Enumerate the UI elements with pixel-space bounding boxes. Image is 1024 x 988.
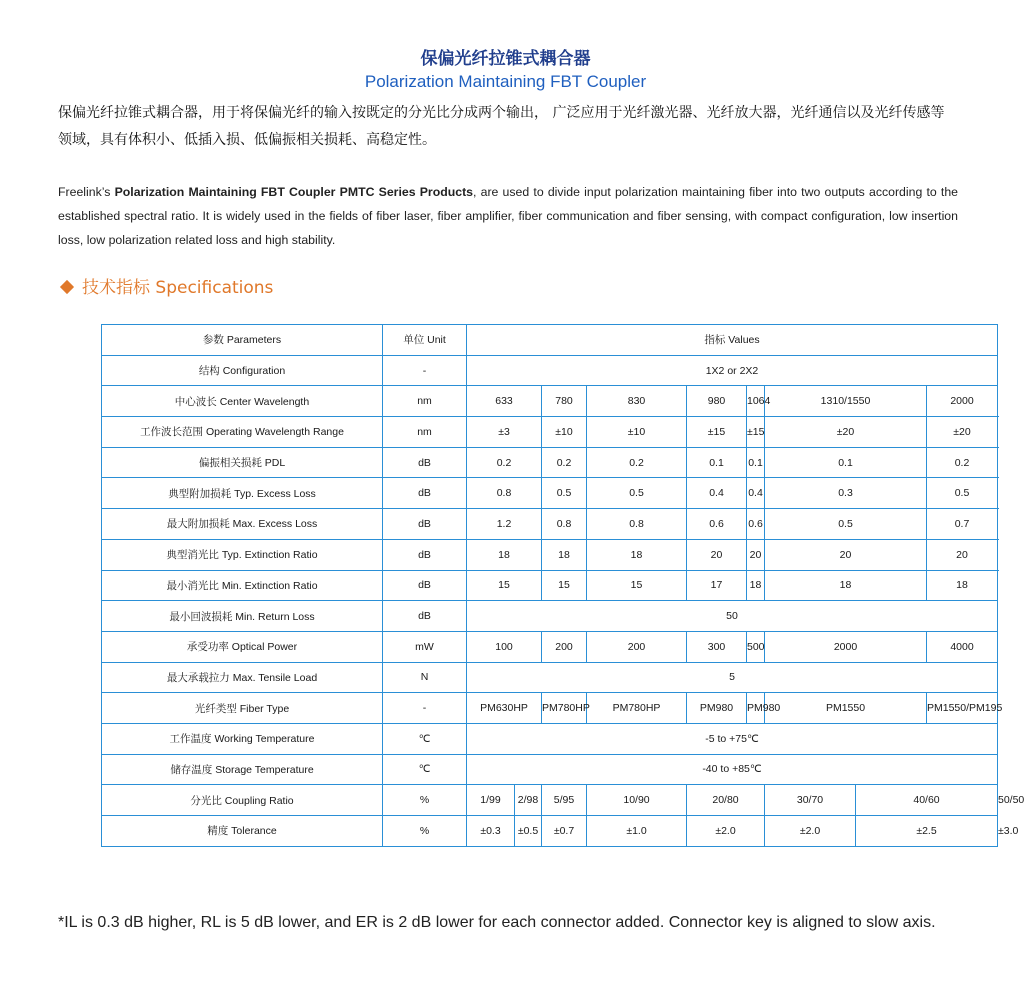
intro-en-product: Polarization Maintaining FBT Coupler PMTC Series Products <box>114 185 474 199</box>
value-cell: -5 to +75℃ <box>467 723 998 754</box>
value-cell: 633 <box>467 386 542 417</box>
diamond-bullet-icon <box>60 280 74 294</box>
value-cell: ±10 <box>587 417 687 448</box>
value-cell: 2/98 <box>515 785 542 816</box>
unit-cell: - <box>383 355 467 386</box>
table-row-typ-extinction <box>102 539 998 570</box>
unit-cell: dB <box>383 539 467 570</box>
value-cell: 0.4 <box>747 478 765 509</box>
value-cell: ±15 <box>687 417 747 448</box>
param-cell: 精度 Tolerance <box>102 816 383 847</box>
table-row-coupling-ratio: 分光比 Coupling Ratio % 1/99 2/98 5/95 10/90 20/80 30/70 40/60 50/50 <box>102 785 998 816</box>
value-cell: 18 <box>467 539 542 570</box>
value-cell: 20 <box>687 539 747 570</box>
column-header-values: 指标 Values <box>467 325 998 356</box>
page-title-en: Polarization Maintaining FBT Coupler <box>364 72 647 91</box>
value-cell: 18 <box>747 570 765 601</box>
value-cell: 15 <box>542 570 587 601</box>
table-row-max-excess-loss <box>102 509 998 540</box>
value-cell: ±2.5 <box>856 816 998 847</box>
value-cell: 300 <box>687 631 747 662</box>
value-cell: 0.2 <box>542 447 587 478</box>
value-cell: ±0.5 <box>515 816 542 847</box>
table-row-min-extinction <box>102 570 998 601</box>
param-cell: 工作温度 Working Temperature <box>102 723 383 754</box>
value-cell: 20/80 <box>687 785 765 816</box>
value-cell: 15 <box>467 570 542 601</box>
param-cell: 最小消光比 Min. Extinction Ratio <box>102 570 383 601</box>
value-cell: PM980 <box>687 693 747 724</box>
value-cell: 4000 <box>927 631 998 662</box>
value-cell: 0.5 <box>765 509 927 540</box>
unit-cell: dB <box>383 601 467 632</box>
value-cell: 20 <box>747 539 765 570</box>
value-cell: 1064 <box>747 386 765 417</box>
param-cell: 偏振相关损耗 PDL <box>102 447 383 478</box>
param-cell: 分光比 Coupling Ratio <box>102 785 383 816</box>
specifications-heading <box>58 273 273 298</box>
table-row-max-tensile <box>102 662 998 693</box>
param-cell: 典型消光比 Typ. Extinction Ratio <box>102 539 383 570</box>
value-cell: 40/60 <box>856 785 998 816</box>
value-cell: 0.1 <box>687 447 747 478</box>
value-cell: PM1550/PM195 <box>927 693 998 724</box>
value-cell: 15 <box>587 570 687 601</box>
unit-cell: ℃ <box>383 723 467 754</box>
value-cell: 0.2 <box>587 447 687 478</box>
value-cell: 100 <box>467 631 542 662</box>
value-cell: 0.4 <box>687 478 747 509</box>
footnote: *IL is 0.3 dB higher, RL is 5 dB lower, and ER is 2 dB lower for each connector added. Connector key is aligned to slow axis. <box>58 914 936 931</box>
value-cell: 20 <box>927 539 998 570</box>
value-cell: ±3 <box>467 417 542 448</box>
intro-en-rest: , are used to divide input polarization maintaining fiber into two outputs according to the established spectral ratio. It is widely used in the fields of fiber laser, fiber amplifier, fiber communication and fiber sensing, with compact configuration, low insertion loss, low polarization related loss and high stability. <box>58 185 958 247</box>
unit-cell: dB <box>383 447 467 478</box>
table-row-pdl <box>102 447 998 478</box>
value-cell: 20 <box>765 539 927 570</box>
table-row-configuration <box>102 355 998 386</box>
value-cell: 0.6 <box>687 509 747 540</box>
unit-cell: ℃ <box>383 754 467 785</box>
param-cell: 承受功率 Optical Power <box>102 631 383 662</box>
value-cell: 0.8 <box>467 478 542 509</box>
value-cell: PM980 <box>747 693 765 724</box>
value-cell: ±2.0 <box>765 816 856 847</box>
table-row-fiber-type <box>102 693 998 724</box>
value-cell: PM780HP <box>587 693 687 724</box>
param-cell: 典型附加损耗 Typ. Excess Loss <box>102 478 383 509</box>
value-cell: 1.2 <box>467 509 542 540</box>
value-cell: 500 <box>747 631 765 662</box>
value-cell: ±1.0 <box>587 816 687 847</box>
param-cell: 最小回波损耗 Min. Return Loss <box>102 601 383 632</box>
table-row-typ-excess-loss <box>102 478 998 509</box>
value-cell: 5/95 <box>542 785 587 816</box>
value-cell: ±20 <box>765 417 927 448</box>
unit-cell: N <box>383 662 467 693</box>
value-cell: 5 <box>467 662 998 693</box>
unit-cell: mW <box>383 631 467 662</box>
value-cell: 17 <box>687 570 747 601</box>
table-row-header <box>102 325 998 356</box>
value-cell: 0.3 <box>765 478 927 509</box>
value-cell: PM1550 <box>765 693 927 724</box>
value-cell: 30/70 <box>765 785 856 816</box>
intro-english <box>58 180 958 252</box>
value-cell: 1310/1550 <box>765 386 927 417</box>
value-cell: 0.5 <box>542 478 587 509</box>
value-cell: 0.8 <box>542 509 587 540</box>
value-cell: 0.5 <box>587 478 687 509</box>
table-row-center-wavelength <box>102 386 998 417</box>
param-cell: 最大承载拉力 Max. Tensile Load <box>102 662 383 693</box>
value-cell: 200 <box>542 631 587 662</box>
value-cell: 200 <box>587 631 687 662</box>
value-cell: PM630HP <box>467 693 542 724</box>
intro-chinese: 保偏光纤拉锥式耦合器，用于将保偏光纤的输入按既定的分光比分成两个输出， 广泛应用于光纤激光器、光纤放大器，光纤通信以及光纤传感等领域，具有体积小、低插入损、低偏振相关损耗、高稳定性。 <box>58 105 945 148</box>
value-cell: ±0.3 <box>467 816 515 847</box>
value-cell: ±2.0 <box>687 816 765 847</box>
value-cell: 780 <box>542 386 587 417</box>
specifications-heading-text: 技术指标 Specifications <box>82 278 274 298</box>
value-cell: 0.2 <box>467 447 542 478</box>
unit-cell: dB <box>383 509 467 540</box>
value-cell: 0.5 <box>927 478 998 509</box>
column-header-unit: 单位 Unit <box>383 325 467 356</box>
value-cell: 18 <box>542 539 587 570</box>
value-cell: 18 <box>587 539 687 570</box>
value-cell: ±0.7 <box>542 816 587 847</box>
param-cell: 结构 Configuration <box>102 355 383 386</box>
unit-cell: dB <box>383 478 467 509</box>
unit-cell: nm <box>383 417 467 448</box>
value-cell: 2000 <box>765 631 927 662</box>
value-cell: 830 <box>587 386 687 417</box>
column-header-parameters: 参数 Parameters <box>102 325 383 356</box>
param-cell: 光纤类型 Fiber Type <box>102 693 383 724</box>
value-cell: 1/99 <box>467 785 515 816</box>
unit-cell: % <box>383 816 467 847</box>
value-cell: 0.6 <box>747 509 765 540</box>
value-cell: 980 <box>687 386 747 417</box>
unit-cell: dB <box>383 570 467 601</box>
value-cell: 18 <box>765 570 927 601</box>
value-cell: 50 <box>467 601 998 632</box>
param-cell: 工作波长范围 Operating Wavelength Range <box>102 417 383 448</box>
table-row-storage-temp <box>102 754 998 785</box>
value-cell: 0.7 <box>927 509 998 540</box>
value-cell: ±10 <box>542 417 587 448</box>
param-cell: 中心波长 Center Wavelength <box>102 386 383 417</box>
value-cell: 0.2 <box>927 447 998 478</box>
param-cell: 储存温度 Storage Temperature <box>102 754 383 785</box>
table-row-operating-range <box>102 417 998 448</box>
table-row-min-return-loss <box>102 601 998 632</box>
value-cell: 0.1 <box>765 447 927 478</box>
specifications-table-body <box>102 325 1024 847</box>
intro-en-lead: Freelink’s <box>58 185 111 199</box>
unit-cell: % <box>383 785 467 816</box>
value-cell: PM780HP <box>542 693 587 724</box>
specifications-table <box>101 324 1024 847</box>
value-cell: 10/90 <box>587 785 687 816</box>
value-cell: 2000 <box>927 386 998 417</box>
unit-cell: - <box>383 693 467 724</box>
table-row-tolerance: 精度 Tolerance % ±0.3 ±0.5 ±0.7 ±1.0 ±2.0 ±2.0 ±2.5 ±3.0 <box>102 816 998 847</box>
value-cell: ±15 <box>747 417 765 448</box>
value-cell: 0.8 <box>587 509 687 540</box>
table-row-working-temp <box>102 723 998 754</box>
value-cell: -40 to +85℃ <box>467 754 998 785</box>
page-title-cn: 保偏光纤拉锥式耦合器 <box>420 49 591 69</box>
value-cell: 18 <box>927 570 998 601</box>
value-cell: 1X2 or 2X2 <box>467 355 998 386</box>
param-cell: 最大附加损耗 Max. Excess Loss <box>102 509 383 540</box>
unit-cell: nm <box>383 386 467 417</box>
value-cell: 0.1 <box>747 447 765 478</box>
table-row-optical-power <box>102 631 998 662</box>
value-cell: ±20 <box>927 417 998 448</box>
